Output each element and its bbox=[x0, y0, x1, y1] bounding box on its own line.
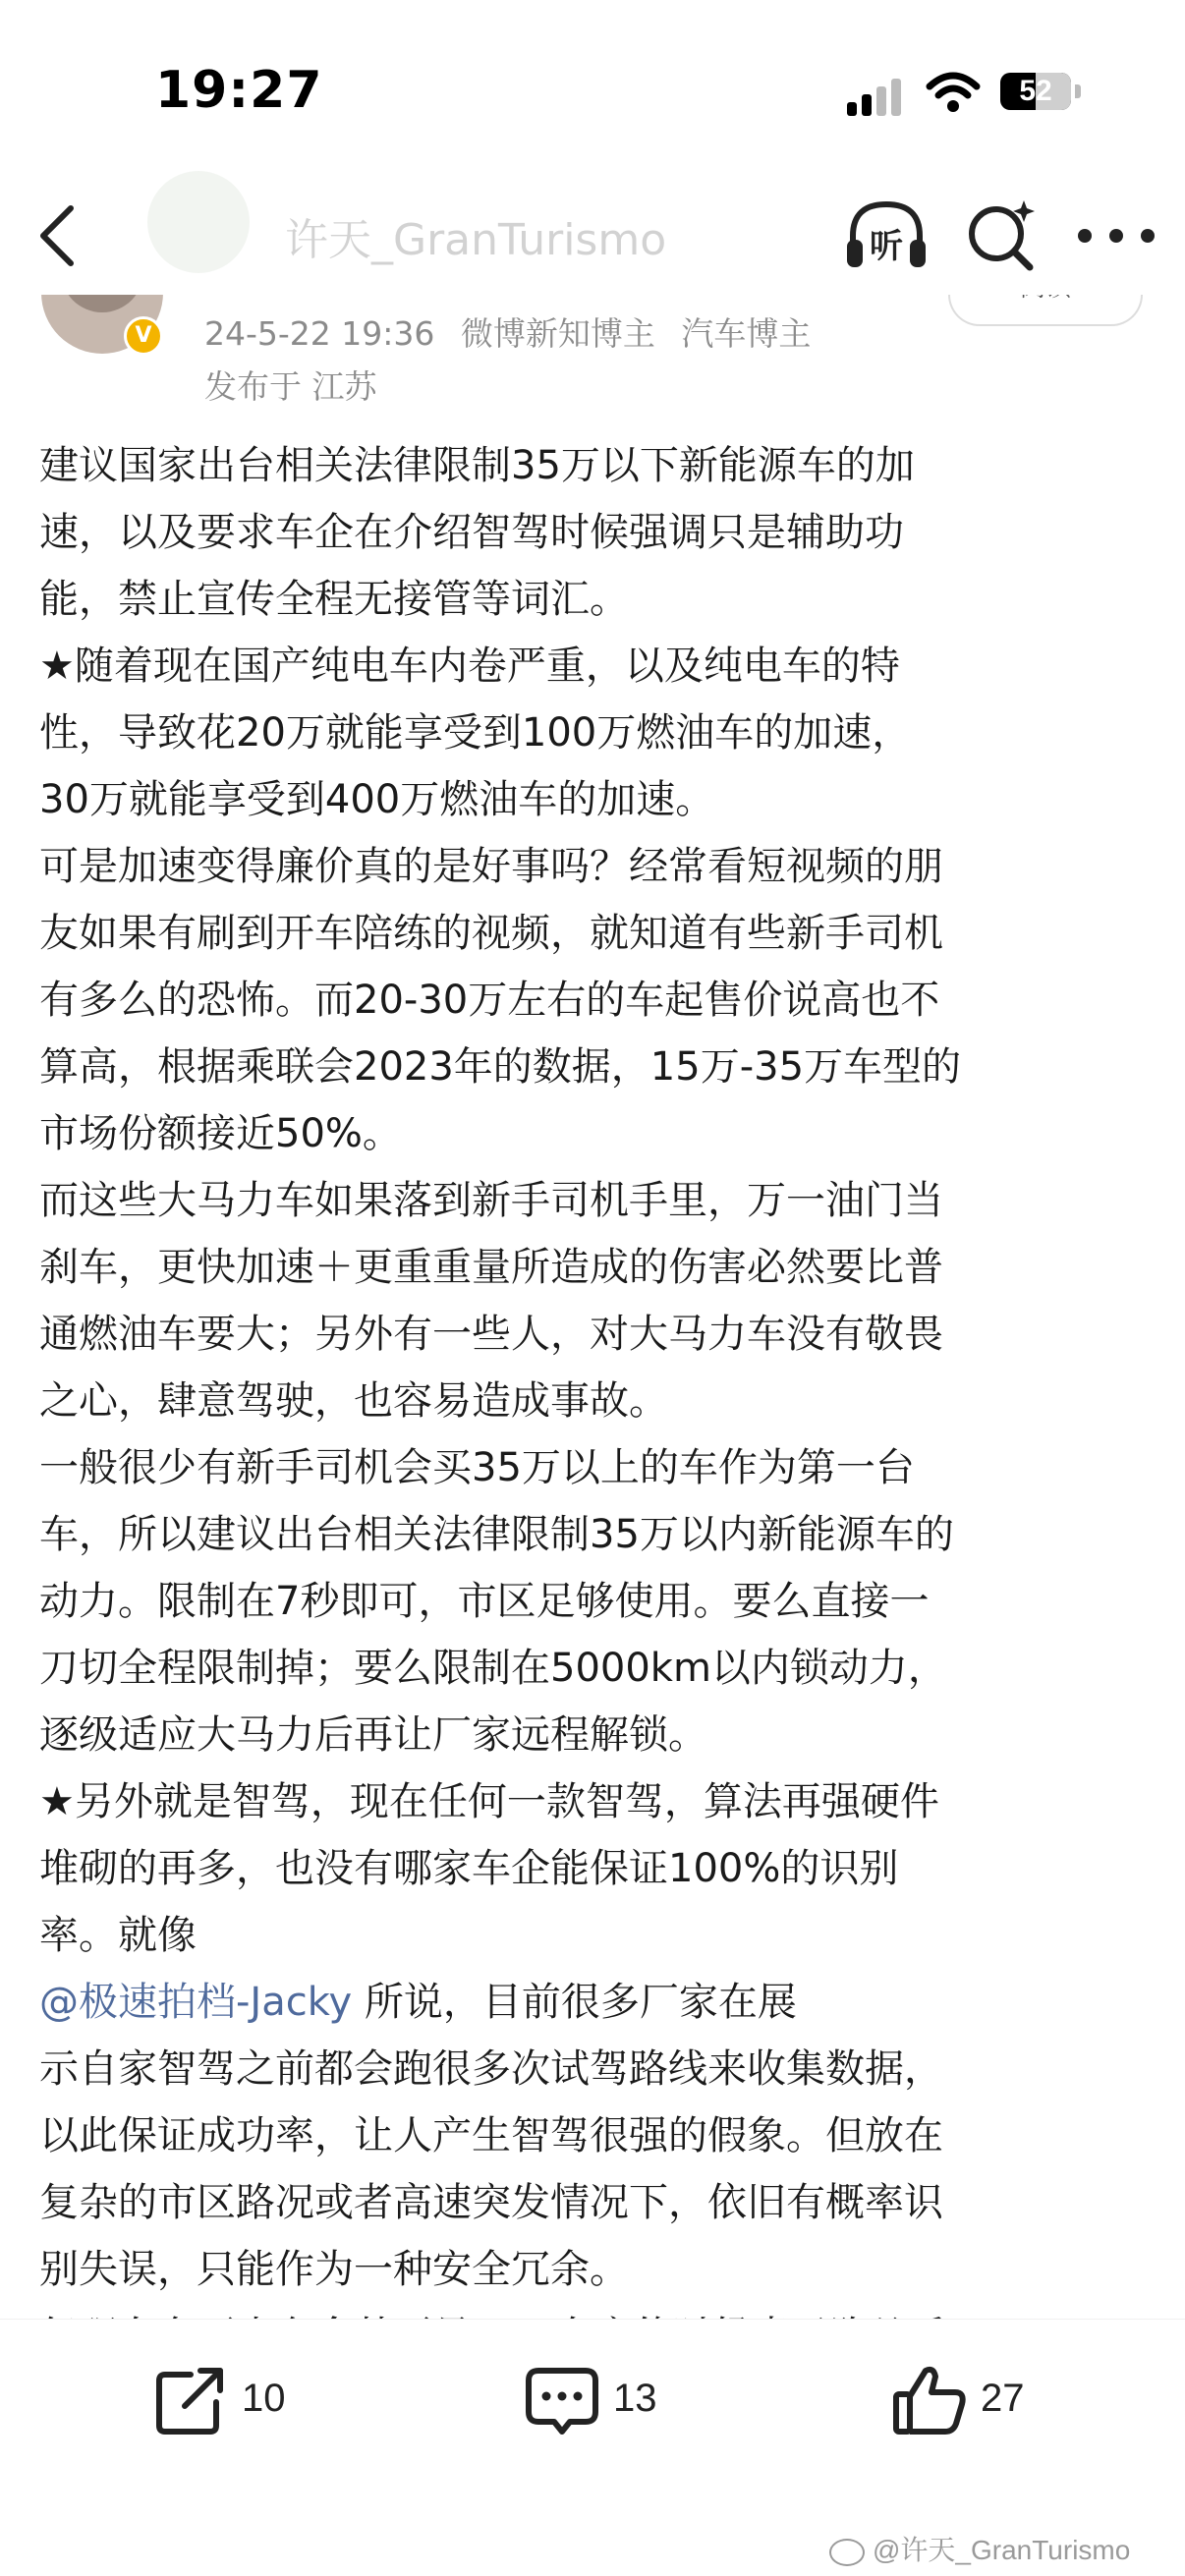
post-line: 而这些大马力车如果落到新手司机手里，万一油门当 bbox=[39, 1178, 943, 1223]
post-line: 友如果有刷到开车陪练的视频，就知道有些新手司机 bbox=[39, 911, 943, 956]
author-tag-2: 汽车博主 bbox=[681, 314, 812, 353]
post-line-tail: 所说，目前很多厂家在展 bbox=[352, 1980, 797, 2025]
post-line: 之心，肆意驾驶，也容易造成事故。 bbox=[39, 1378, 668, 1424]
post-line: 刀切全程限制掉；要么限制在5000km以内锁动力， bbox=[39, 1646, 947, 1691]
post-body bbox=[39, 432, 1150, 2319]
battery-icon bbox=[1000, 73, 1071, 110]
nav-avatar[interactable] bbox=[147, 171, 250, 273]
post-line: 刹车，更快加速＋更重重量所造成的伤害必然要比普 bbox=[39, 1245, 943, 1290]
share-count: 10 bbox=[242, 2377, 286, 2420]
share-icon bbox=[151, 2361, 230, 2439]
back-arrow-icon[interactable] bbox=[22, 195, 100, 277]
headphones-listen-icon[interactable] bbox=[843, 196, 930, 275]
post-date: 24-5-22 19:36 bbox=[204, 314, 435, 353]
comment-icon bbox=[523, 2361, 601, 2439]
like-count: 27 bbox=[981, 2377, 1025, 2420]
post-line: 别失误，只能作为一种安全冗余。 bbox=[39, 2247, 629, 2292]
post-line: 可是加速变得廉价真的是好事吗？经常看短视频的朋 bbox=[39, 844, 943, 889]
weibo-logo-icon bbox=[829, 2539, 865, 2566]
post-line-with-mention bbox=[39, 1969, 1150, 2036]
post-line: 30万就能享受到400万燃油车的加速。 bbox=[39, 777, 715, 822]
battery-level: 52 bbox=[1019, 75, 1052, 107]
comment-count: 13 bbox=[613, 2377, 657, 2420]
post-line: 算高，根据乘联会2023年的数据，15万-35万车型的 bbox=[39, 1044, 962, 1090]
nav-username[interactable]: 许天_GranTurismo bbox=[285, 215, 667, 265]
post-line: 复杂的市区路况或者高速突发情况下，依旧有概率识 bbox=[39, 2180, 943, 2225]
post-line: 建议国家出台相关法律限制35万以下新能源车的加 bbox=[39, 443, 915, 488]
post-line: 动力。限制在7秒即可，市区足够使用。要么直接一 bbox=[39, 1579, 930, 1624]
post-line: 堆砌的再多，也没有哪家车企能保证100%的识别 bbox=[39, 1846, 899, 1891]
cellular-signal-icon bbox=[847, 77, 904, 116]
status-time: 19:27 bbox=[155, 61, 323, 120]
wifi-icon bbox=[926, 71, 981, 114]
watermark-text: @许天_GranTurismo bbox=[873, 2535, 1131, 2565]
post-line: ★另外就是智驾，现在任何一款智驾，算法再强硬件 bbox=[39, 1779, 939, 1824]
search-sparkle-icon[interactable] bbox=[961, 195, 1042, 275]
post-line: 市场份额接近50%。 bbox=[39, 1111, 402, 1156]
more-options-icon[interactable] bbox=[1067, 195, 1165, 275]
post-line: 性，导致花20万就能享受到100万燃油车的加速， bbox=[39, 710, 912, 756]
post-line: 示自家智驾之前都会跑很多次试驾路线来收集数据， bbox=[39, 2046, 943, 2092]
post-location: 发布于 江苏 bbox=[204, 367, 377, 406]
mention-link[interactable]: @极速拍档-Jacky bbox=[39, 1980, 353, 2025]
verified-badge-icon: V bbox=[124, 316, 163, 356]
post-meta bbox=[204, 308, 826, 355]
post-line: 能，禁止宣传全程无接管等词汇。 bbox=[39, 577, 629, 622]
post-line: 速，以及要求车企在介绍智驾时候强调只是辅助功 bbox=[39, 510, 904, 555]
post-line: 通燃油车要大；另外有一些人，对大马力车没有敬畏 bbox=[39, 1312, 943, 1357]
post-line: 以此保证成功率，让人产生智驾很强的假象。但放在 bbox=[39, 2113, 943, 2158]
author-tag-1: 微博新知博主 bbox=[460, 314, 655, 353]
post-line: 车，所以建议出台相关法律限制35万以内新能源车的 bbox=[39, 1512, 954, 1557]
thumbs-up-icon bbox=[890, 2361, 969, 2439]
listen-icon-text: 听 bbox=[870, 227, 903, 266]
post-line: 率。就像 bbox=[39, 1913, 197, 1958]
post-line: 有多么的恐怖。而20-30万左右的车起售价说高也不 bbox=[39, 978, 940, 1023]
post-line: ★随着现在国产纯电车内卷严重，以及纯电车的特 bbox=[39, 644, 900, 689]
post-line: 逐级适应大马力后再让厂家远程解锁。 bbox=[39, 1712, 707, 1758]
bottom-action-bar bbox=[0, 2319, 1185, 2467]
post-line: 一般很少有新手司机会买35万以上的车作为第一台 bbox=[39, 1445, 915, 1490]
weibo-watermark bbox=[829, 2529, 1130, 2568]
status-bar bbox=[0, 0, 1185, 177]
